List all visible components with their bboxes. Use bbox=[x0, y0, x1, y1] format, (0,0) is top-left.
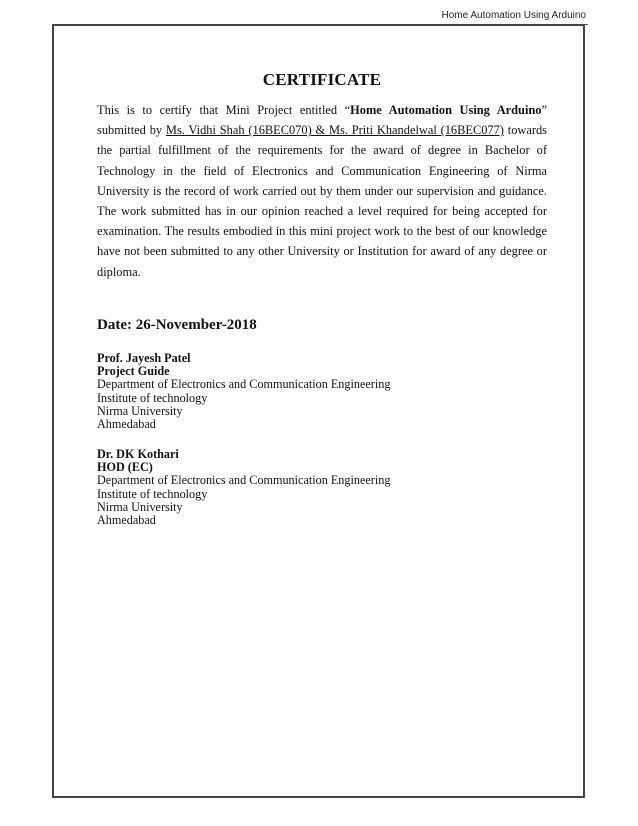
certificate-title: CERTIFICATE bbox=[262, 70, 382, 89]
signatory-institute: Institute of technology bbox=[97, 486, 208, 501]
certificate-paragraph bbox=[97, 100, 547, 282]
signatory-university: Nirma University bbox=[97, 404, 183, 419]
signatory-hod bbox=[97, 448, 547, 528]
signatory-city: Ahmedabad bbox=[97, 417, 156, 432]
signatory-department: Department of Electronics and Communication Engineering bbox=[97, 473, 391, 488]
project-title: Home Automation Using Arduino bbox=[350, 103, 542, 117]
student-names: Ms. Vidhi Shah (16BEC070) & Ms. Priti Khandelwal (16BEC077) bbox=[165, 123, 504, 138]
paragraph-rest: towards the partial fulfillment of the requirements for the award of degree in Bachelor of Technology in the field of Electronics and Communication Engineering of Nirma University is the record of work carried out by them under our supervision and guidance. The work submitted has in our opinion reached a level required for being accepted for examination. The results embodied in this mini project work to the best of our knowledge have not been submitted to any other University or Institution for award of any degree or diploma. bbox=[97, 123, 547, 279]
signatory-institute: Institute of technology bbox=[97, 390, 208, 405]
signatory-name: Prof. Jayesh Patel bbox=[97, 350, 191, 365]
signatory-university: Nirma University bbox=[97, 499, 183, 514]
signatory-department: Department of Electronics and Communication Engineering bbox=[97, 377, 391, 392]
certificate-content bbox=[97, 70, 547, 527]
running-header: Home Automation Using Arduino bbox=[441, 10, 586, 21]
paragraph-after-title: ” submitted by bbox=[97, 103, 547, 138]
signatory-role: HOD (EC) bbox=[97, 459, 153, 474]
certificate-date: Date: 26-November-2018 bbox=[97, 316, 257, 333]
signatory-guide bbox=[97, 352, 547, 432]
signatory-city: Ahmedabad bbox=[97, 513, 156, 528]
signatory-role: Project Guide bbox=[97, 364, 170, 379]
paragraph-intro: This is to certify that Mini Project entitled “ bbox=[97, 103, 351, 117]
signatory-name: Dr. DK Kothari bbox=[97, 446, 179, 461]
